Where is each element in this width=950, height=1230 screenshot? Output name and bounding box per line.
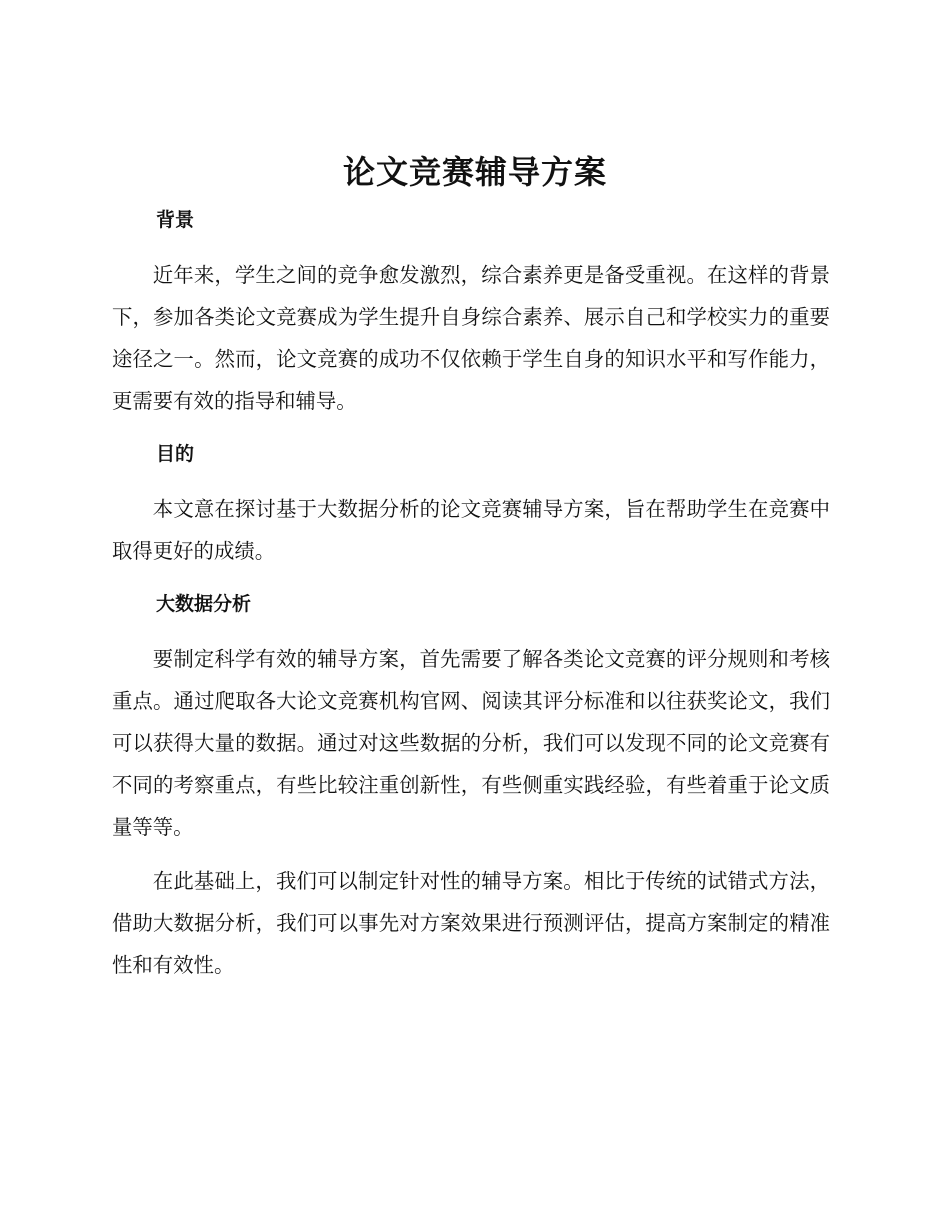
section-heading: 目的: [156, 443, 195, 465]
section-heading: 大数据分析: [156, 593, 252, 615]
section-purpose: [112, 434, 830, 572]
paragraph: 本文意在探讨基于大数据分析的论文竞赛辅导方案，旨在帮助学生在竞赛中取得更好的成绩。: [112, 497, 830, 563]
paragraph: 在此基础上，我们可以制定针对性的辅导方案。相比于传统的试错式方法，借助大数据分析，我们可以事先对方案效果进行预测评估，提高方案制定的精准性和有效性。: [112, 869, 830, 977]
section-big-data-analysis: [112, 584, 830, 986]
paragraph: 要制定科学有效的辅导方案，首先需要了解各类论文竞赛的评分规则和考核重点。通过爬取各大论文竞赛机构官网、阅读其评分标准和以往获奖论文，我们可以获得大量的数据。通过对这些数据的分析，我们可以发现不同的论文竞赛有不同的考察重点，有些比较注重创新性，有些侧重实践经验，有些着重于论文质量等等。: [112, 647, 830, 839]
section-background: [112, 200, 830, 422]
document-body: [112, 200, 830, 998]
paragraph: 近年来，学生之间的竞争愈发激烈，综合素养更是备受重视。在这样的背景下，参加各类论文竞赛成为学生提升自身综合素养、展示自己和学校实力的重要途径之一。然而，论文竞赛的成功不仅依赖于学生自身的知识水平和写作能力，更需要有效的指导和辅导。: [112, 263, 830, 413]
document-title: 论文竞赛辅导方案: [342, 153, 607, 191]
section-heading: 背景: [156, 209, 195, 231]
